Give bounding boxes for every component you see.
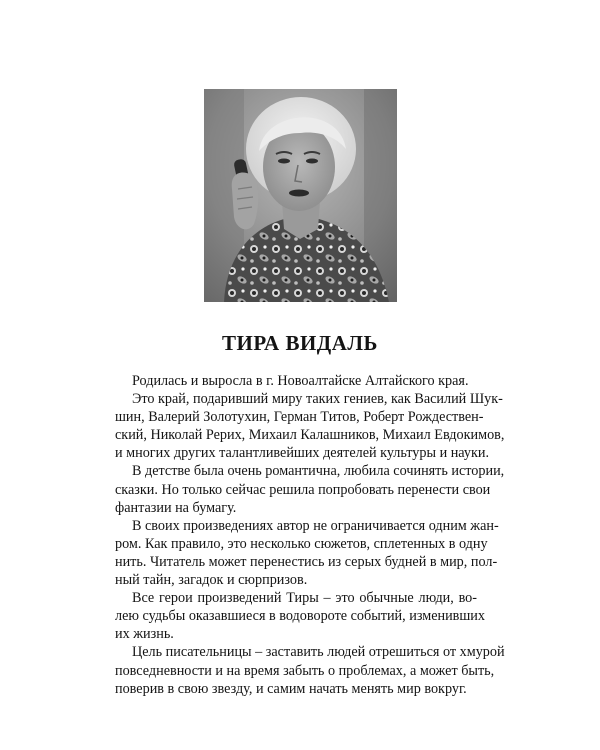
text-line: фантазии на бумагу. [115,499,237,516]
author-photo [204,89,397,302]
text-line: В детстве была очень романтична, любила сочинять истории, [132,463,505,480]
text-line: ный тайн, загадок и сюрпризов. [115,572,308,589]
text-line: сказки. Но только сейчас решила попробовать перенести свои [115,481,491,498]
text-line: нить. Читатель может перенестись из серых будней в мир, пол- [115,553,498,570]
text-line: и многих других талантливейших деятелей культуры и науки. [115,445,490,462]
author-name-heading: ТИРА ВИДАЛЬ [222,331,378,355]
text-line: шин, Валерий Золотухин, Герман Титов, Роберт Рождествен- [115,409,484,426]
text-line: их жизнь. [115,626,174,643]
text-line: В своих произведениях автор не ограничивается одним жан- [132,517,499,534]
text-line: ский, Николай Рерих, Михаил Калашников, Михаил Евдокимов, [115,427,505,444]
text-line: Цель писательницы – заставить людей отрешиться от хмурой [132,644,505,661]
text-line: Родилась и выросла в г. Новоалтайске Алтайского края. [132,373,469,389]
text-line: поверив в свою звезду, и самим начать менять мир вокруг. [115,680,467,697]
text-line: ром. Как правило, это несколько сюжетов, сплетенных в одну [115,535,488,552]
text-line: Все герои произведений Тиры – это обычные люди, во- [132,590,477,607]
text-line: повседневности и на время забыть о проблемах, а может быть, [115,662,495,679]
author-biography [115,372,505,698]
text-line: Это край, подаривший миру таких гениев, как Василий Шук- [132,391,503,408]
text-line: лею судьбы оказавшиеся в водовороте событий, изменивших [115,608,485,625]
